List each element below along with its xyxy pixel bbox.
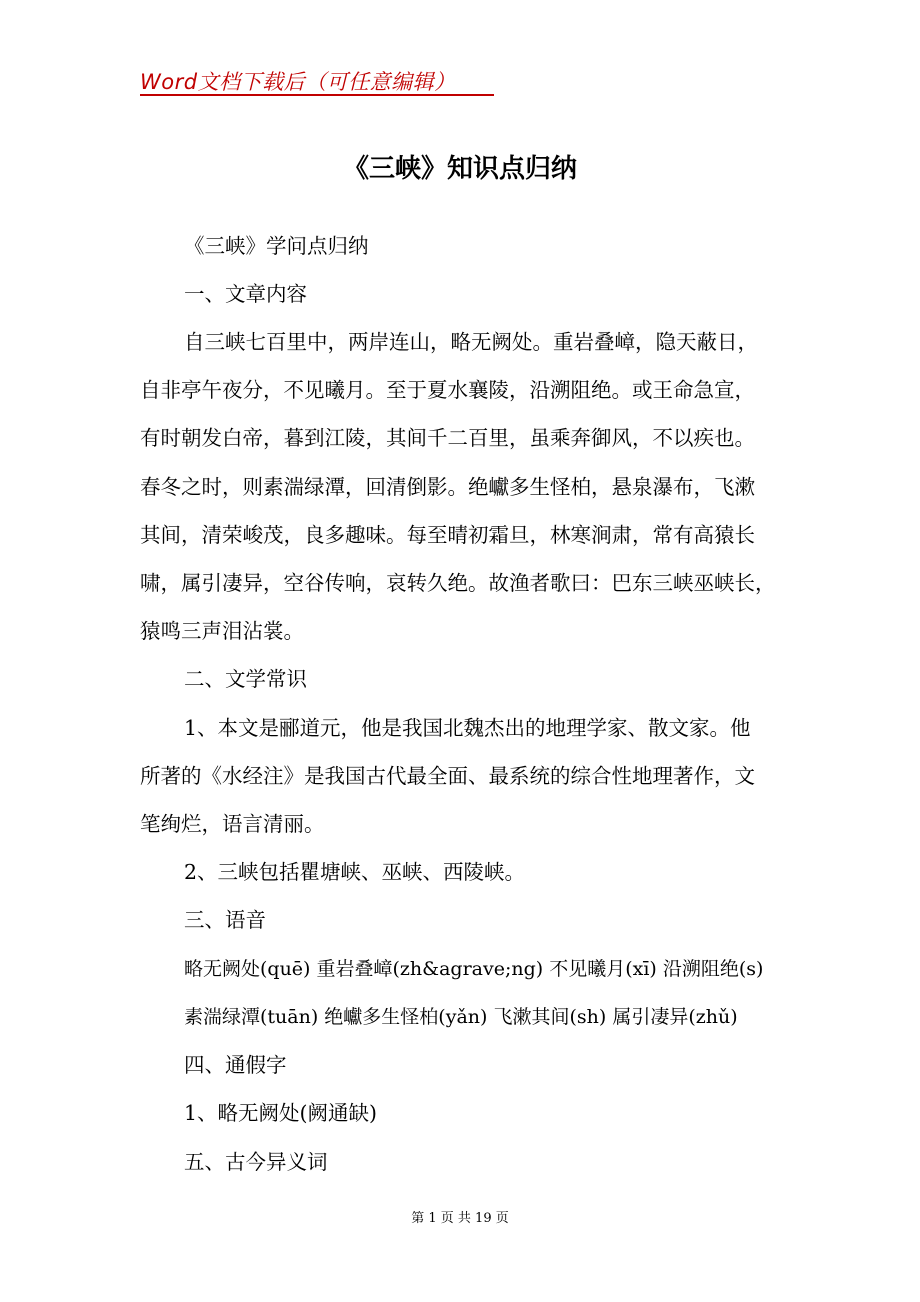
pronunciation-line: 略无阙处(quē) 重岩叠嶂(zh&agrave;ng) 不见曦月(xī) 沿溯阻绝(s)	[184, 958, 764, 980]
section-heading: 三、语音	[184, 908, 266, 932]
page-footer: 第 1 页 共 19 页	[411, 1211, 509, 1226]
paragraph-line: 春冬之时，则素湍绿潭，回清倒影。绝巘多生怪柏，悬泉瀑布，飞漱	[140, 475, 755, 499]
section-heading: 四、通假字	[184, 1053, 287, 1077]
pronunciation-line: 素湍绿潭(tuān) 绝巘多生怪柏(yǎn) 飞漱其间(sh) 属引凄异(zhǔ)	[184, 1006, 738, 1028]
download-header	[140, 62, 494, 96]
paragraph-line: 1、本文是郦道元，他是我国北魏杰出的地理学家、散文家。他	[184, 716, 751, 740]
header-text: Word文档下载后（可任意编辑）	[140, 70, 456, 94]
document-title: 《三峡》知识点归纳	[342, 154, 577, 184]
paragraph-line: 所著的《水经注》是我国古代最全面、最系统的综合性地理著作，文	[140, 764, 755, 788]
section-heading: 五、古今异义词	[184, 1150, 328, 1174]
subtitle-line: 《三峡》学问点归纳	[184, 234, 369, 258]
paragraph-line: 有时朝发白帝，暮到江陵，其间千二百里，虽乘奔御风，不以疾也。	[140, 426, 755, 450]
paragraph-line: 2、三峡包括瞿塘峡、巫峡、西陵峡。	[184, 860, 526, 884]
section-heading: 一、文章内容	[184, 282, 307, 306]
paragraph-line: 自三峡七百里中，两岸连山，略无阙处。重岩叠嶂，隐天蔽日，	[184, 330, 758, 354]
paragraph-line: 猿鸣三声泪沾裳。	[140, 619, 304, 643]
paragraph-line: 啸，属引凄异，空谷传响，哀转久绝。故渔者歌曰：巴东三峡巫峡长，	[140, 571, 776, 595]
paragraph-line: 1、略无阙处(阙通缺)	[184, 1101, 378, 1125]
paragraph-line: 自非亭午夜分，不见曦月。至于夏水襄陵，沿溯阻绝。或王命急宣，	[140, 378, 755, 402]
paragraph-line: 笔绚烂，语言清丽。	[140, 812, 325, 836]
paragraph-line: 其间，清荣峻茂，良多趣味。每至晴初霜旦，林寒涧肃，常有高猿长	[140, 523, 755, 547]
section-heading: 二、文学常识	[184, 667, 307, 691]
header-underline	[140, 94, 494, 96]
